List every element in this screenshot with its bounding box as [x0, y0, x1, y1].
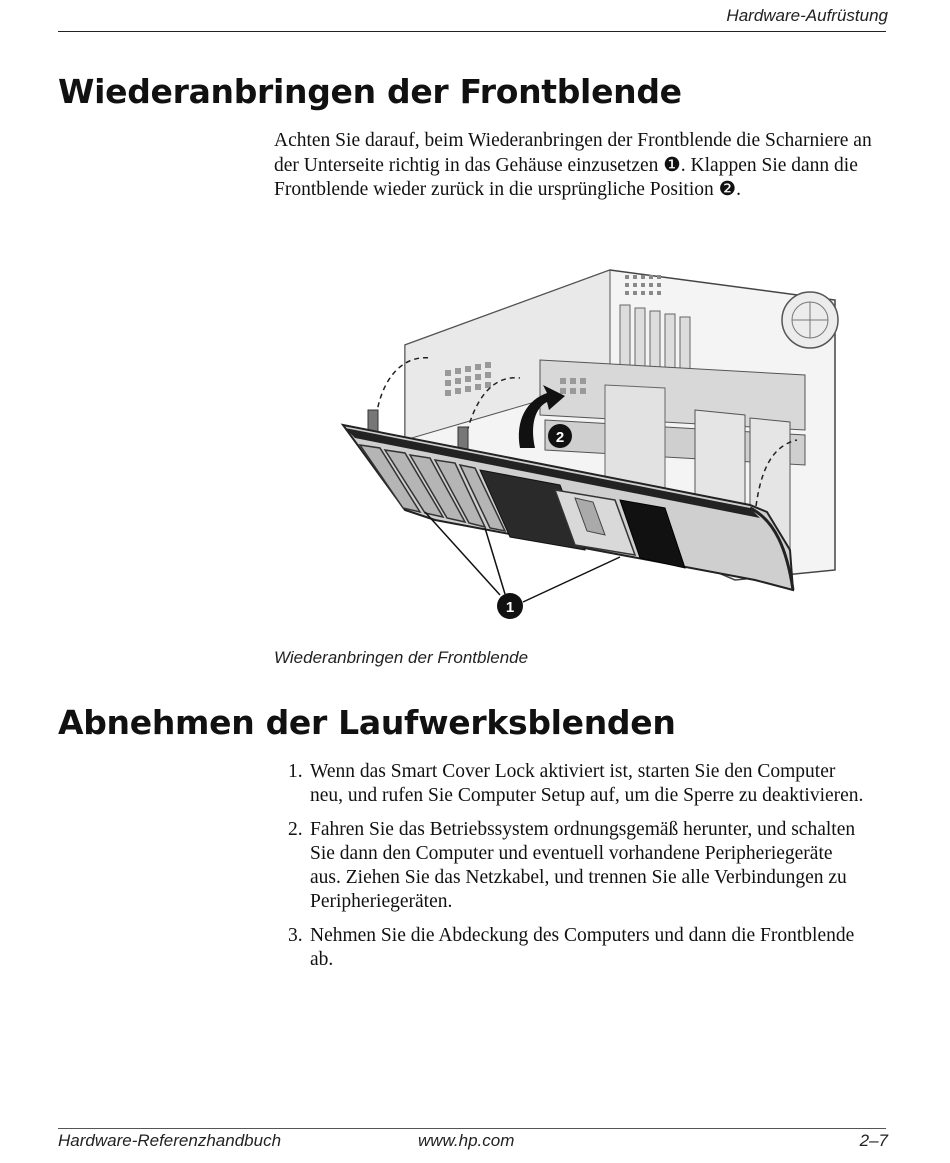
step-number: 1.	[288, 761, 303, 782]
section-heading-reattach-bezel: Wiederanbringen der Frontblende	[58, 72, 682, 111]
step-text: Wenn das Smart Cover Lock aktiviert ist, starten Sie den Computer neu, und rufen Sie Computer Setup auf, um die Sperre zu deaktivieren.	[310, 761, 864, 806]
step-item	[288, 924, 868, 972]
step-number: 2.	[288, 819, 303, 840]
intro-paragraph: Achten Sie darauf, beim Wiederanbringen der Frontblende die Scharniere an der Unterseite richtig in das Gehäuse einzusetzen ❶. Klappen Sie dann die Frontblende wieder zurück in die ursprüngliche Position ❷.	[274, 130, 872, 200]
running-header: Hardware-Aufrüstung	[726, 6, 888, 25]
procedure-steps	[288, 760, 868, 982]
step-text: Nehmen Sie die Abdeckung des Computers und dann die Frontblende ab.	[310, 925, 855, 970]
page-number: 2–7	[859, 1131, 888, 1150]
bezel-illustration	[335, 250, 845, 635]
step-item	[288, 760, 868, 808]
header-rule	[58, 31, 886, 32]
section-heading-remove-drive-bezels: Abnehmen der Laufwerksblenden	[58, 703, 676, 742]
step-item	[288, 818, 868, 914]
step-text: Fahren Sie das Betriebssystem ordnungsgemäß herunter, und schalten Sie dann den Computer und eventuell vorhandene Peripheriegeräte aus. Ziehen Sie das Netzkabel, und trennen Sie alle Verbindungen zu Peripheriegeräten.	[310, 819, 856, 912]
figure-caption: Wiederanbringen der Frontblende	[274, 648, 529, 667]
callout-1: 1	[505, 599, 515, 616]
footer-url: www.hp.com	[418, 1131, 515, 1150]
footer-rule	[58, 1128, 886, 1129]
callout-2: 2	[555, 429, 565, 446]
footer-book-title: Hardware-Referenzhandbuch	[58, 1131, 282, 1150]
step-number: 3.	[288, 925, 303, 946]
